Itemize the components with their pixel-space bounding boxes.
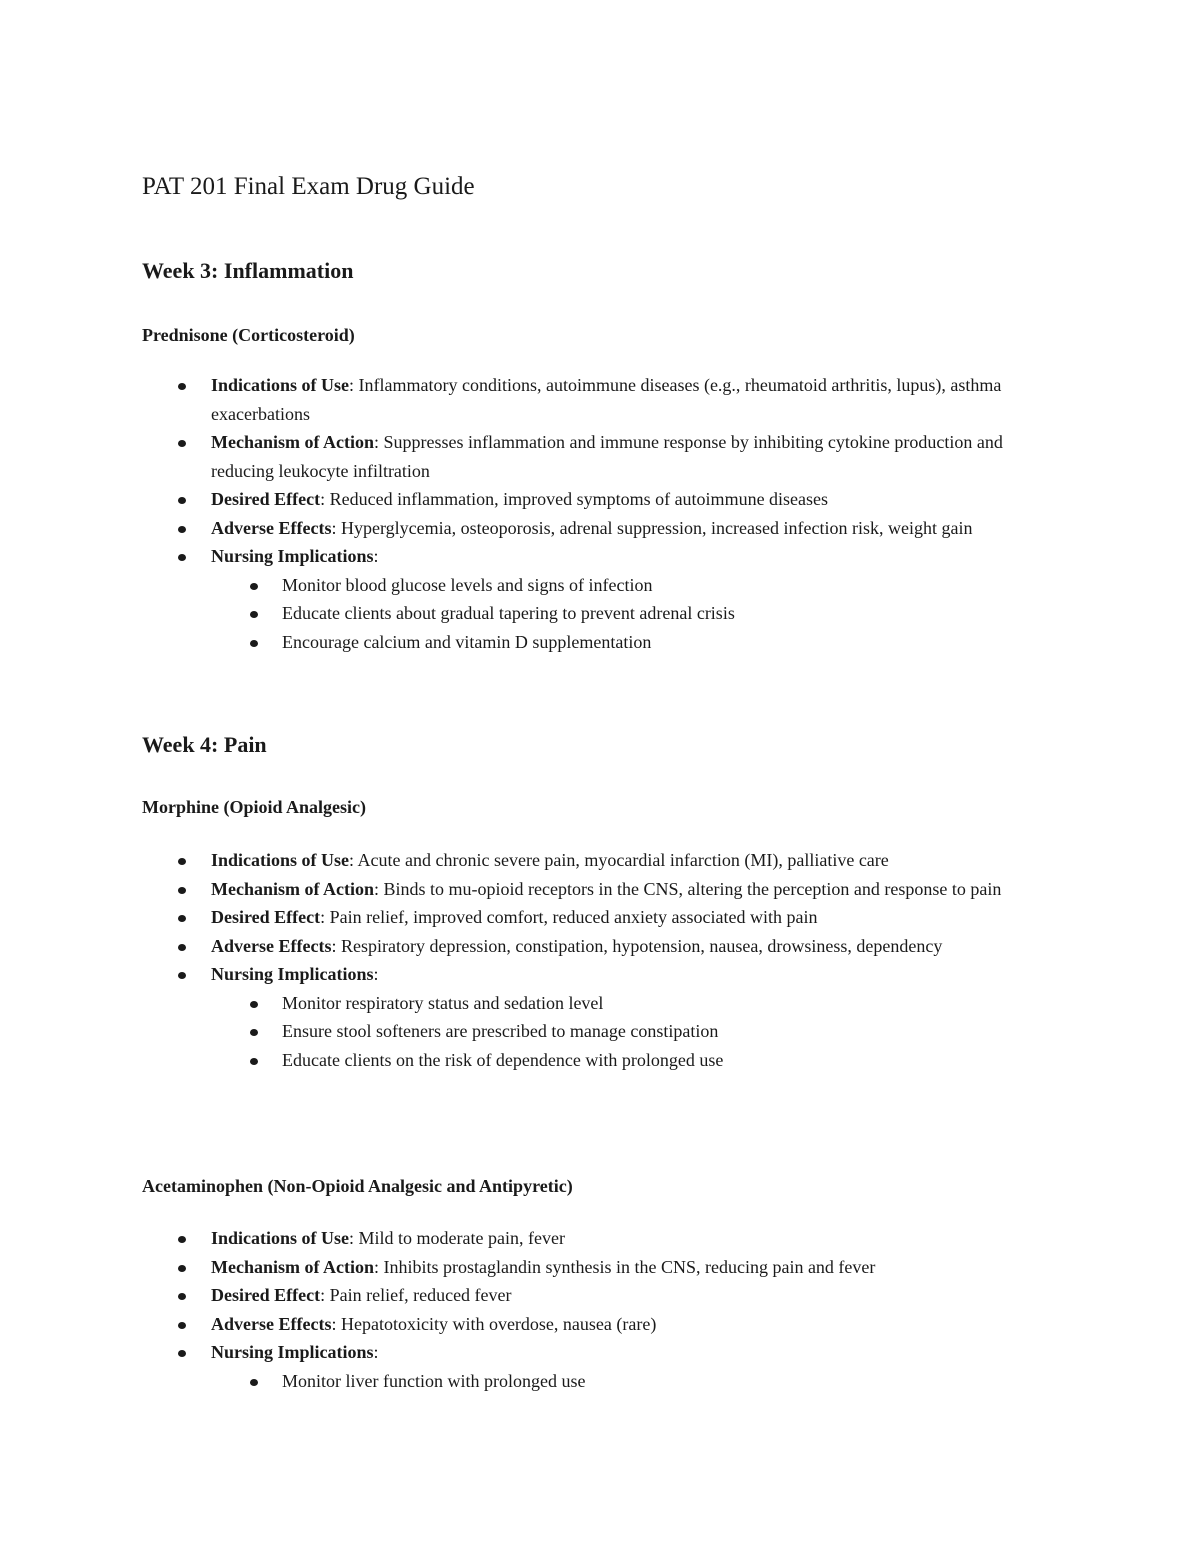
bullet-icon xyxy=(178,1236,186,1243)
bullet-icon xyxy=(178,972,186,979)
mechanism-label: Mechanism of Action xyxy=(211,1256,374,1277)
desired-effect-label: Desired Effect xyxy=(211,1285,321,1305)
bullet-icon xyxy=(178,1265,186,1272)
nursing-implications-label: Nursing Implications xyxy=(211,546,374,566)
drug-heading: Prednisone (Corticosteroid) xyxy=(142,325,355,345)
list-item xyxy=(0,599,1082,628)
list-item xyxy=(0,903,1051,932)
nursing-implications-colon: : xyxy=(373,1342,379,1362)
bullet-icon xyxy=(250,1001,258,1008)
mechanism-text: : Binds to mu-opioid receptors in the CNS, altering the perception and response to pain xyxy=(373,878,1002,899)
list-item xyxy=(0,1017,1082,1046)
list-item xyxy=(0,1367,1082,1396)
document-title: PAT 201 Final Exam Drug Guide xyxy=(142,173,475,200)
drug-heading: Morphine (Opioid Analgesic) xyxy=(142,797,367,817)
bullet-icon xyxy=(178,1350,186,1357)
nursing-item-text: Educate clients on the risk of dependence with prolonged use xyxy=(282,1049,724,1070)
desired-effect-text: : Pain relief, improved comfort, reduced anxiety associated with pain xyxy=(320,907,818,927)
adverse-effects-text: : Hepatotoxicity with overdose, nausea (rare) xyxy=(331,1313,657,1334)
nursing-implications-colon: : xyxy=(373,546,379,566)
week-heading: Week 3: Inflammation xyxy=(142,258,354,283)
list-item xyxy=(0,1338,1051,1395)
list-item xyxy=(0,960,1051,1074)
list-item xyxy=(0,989,1082,1018)
indications-label: Indications of Use xyxy=(211,375,350,395)
bullet-icon xyxy=(250,1379,258,1386)
nursing-item-text: Educate clients about gradual tapering to prevent adrenal crisis xyxy=(282,603,735,623)
drug-details-list xyxy=(0,1224,1200,1395)
nursing-item-text: Monitor respiratory status and sedation level xyxy=(282,992,604,1013)
drug-details-list xyxy=(0,371,1200,656)
nursing-item-text: Ensure stool softeners are prescribed to manage constipation xyxy=(282,1021,719,1041)
indications-text: : Inflammatory conditions, autoimmune diseases (e.g., rheumatoid arthritis, lupus), asthma exacerbations xyxy=(211,375,1002,424)
bullet-icon xyxy=(178,887,186,894)
nursing-item-text: Encourage calcium and vitamin D supplementation xyxy=(282,631,652,652)
mechanism-label: Mechanism of Action xyxy=(211,432,374,452)
desired-effect-label: Desired Effect xyxy=(211,907,321,927)
week-heading: Week 4: Pain xyxy=(142,732,267,757)
bullet-icon xyxy=(178,497,186,504)
bullet-icon xyxy=(178,858,186,865)
mechanism-text: : Inhibits prostaglandin synthesis in the CNS, reducing pain and fever xyxy=(373,1256,876,1277)
bullet-icon xyxy=(250,583,258,590)
list-item xyxy=(0,571,1082,600)
indications-text: : Acute and chronic severe pain, myocardial infarction (MI), palliative care xyxy=(349,850,889,870)
list-item xyxy=(0,628,1082,657)
indications-label: Indications of Use xyxy=(211,850,350,870)
nursing-implications-list xyxy=(211,1367,1051,1396)
list-item xyxy=(0,1310,1051,1339)
bullet-icon xyxy=(178,383,186,390)
desired-effect-label: Desired Effect xyxy=(211,489,321,509)
adverse-effects-label: Adverse Effects xyxy=(211,935,332,956)
nursing-item-text: Monitor liver function with prolonged use xyxy=(282,1370,586,1391)
nursing-item-text: Monitor blood glucose levels and signs of infection xyxy=(282,574,653,595)
list-item xyxy=(0,428,1051,485)
adverse-effects-text: : Hyperglycemia, osteoporosis, adrenal suppression, increased infection risk, weight gain xyxy=(331,517,973,538)
bullet-icon xyxy=(178,944,186,951)
bullet-icon xyxy=(250,1058,258,1065)
list-item xyxy=(0,1253,1051,1282)
bullet-icon xyxy=(250,640,258,647)
mechanism-label: Mechanism of Action xyxy=(211,878,374,899)
list-item xyxy=(0,514,1051,543)
bullet-icon xyxy=(250,1029,258,1036)
list-item xyxy=(0,932,1051,961)
adverse-effects-text: : Respiratory depression, constipation, hypotension, nausea, drowsiness, dependency xyxy=(331,935,943,956)
nursing-implications-label: Nursing Implications xyxy=(211,1342,374,1362)
mechanism-text: : Suppresses inflammation and immune response by inhibiting cytokine production and reducing leukocyte infiltration xyxy=(211,432,1003,481)
bullet-icon xyxy=(178,1293,186,1300)
drug-heading: Acetaminophen (Non-Opioid Analgesic and Antipyretic) xyxy=(142,1176,573,1196)
nursing-implications-list xyxy=(211,571,1051,657)
list-item xyxy=(0,1046,1082,1075)
bullet-icon xyxy=(178,1322,186,1329)
desired-effect-text: : Reduced inflammation, improved symptoms of autoimmune diseases xyxy=(320,489,829,509)
nursing-implications-list xyxy=(211,989,1051,1075)
adverse-effects-label: Adverse Effects xyxy=(211,517,332,538)
list-item xyxy=(0,542,1051,656)
drug-details-list xyxy=(0,846,1200,1074)
bullet-icon xyxy=(178,526,186,533)
indications-label: Indications of Use xyxy=(211,1228,350,1248)
bullet-icon xyxy=(178,915,186,922)
list-item xyxy=(0,1224,1051,1253)
bullet-icon xyxy=(250,611,258,618)
nursing-implications-colon: : xyxy=(373,964,379,984)
list-item xyxy=(0,1281,1051,1310)
bullet-icon xyxy=(178,440,186,447)
list-item xyxy=(0,371,1051,428)
list-item xyxy=(0,846,1051,875)
bullet-icon xyxy=(178,554,186,561)
desired-effect-text: : Pain relief, reduced fever xyxy=(320,1285,512,1305)
adverse-effects-label: Adverse Effects xyxy=(211,1313,332,1334)
list-item xyxy=(0,485,1051,514)
indications-text: : Mild to moderate pain, fever xyxy=(349,1228,565,1248)
list-item xyxy=(0,875,1051,904)
nursing-implications-label: Nursing Implications xyxy=(211,964,374,984)
